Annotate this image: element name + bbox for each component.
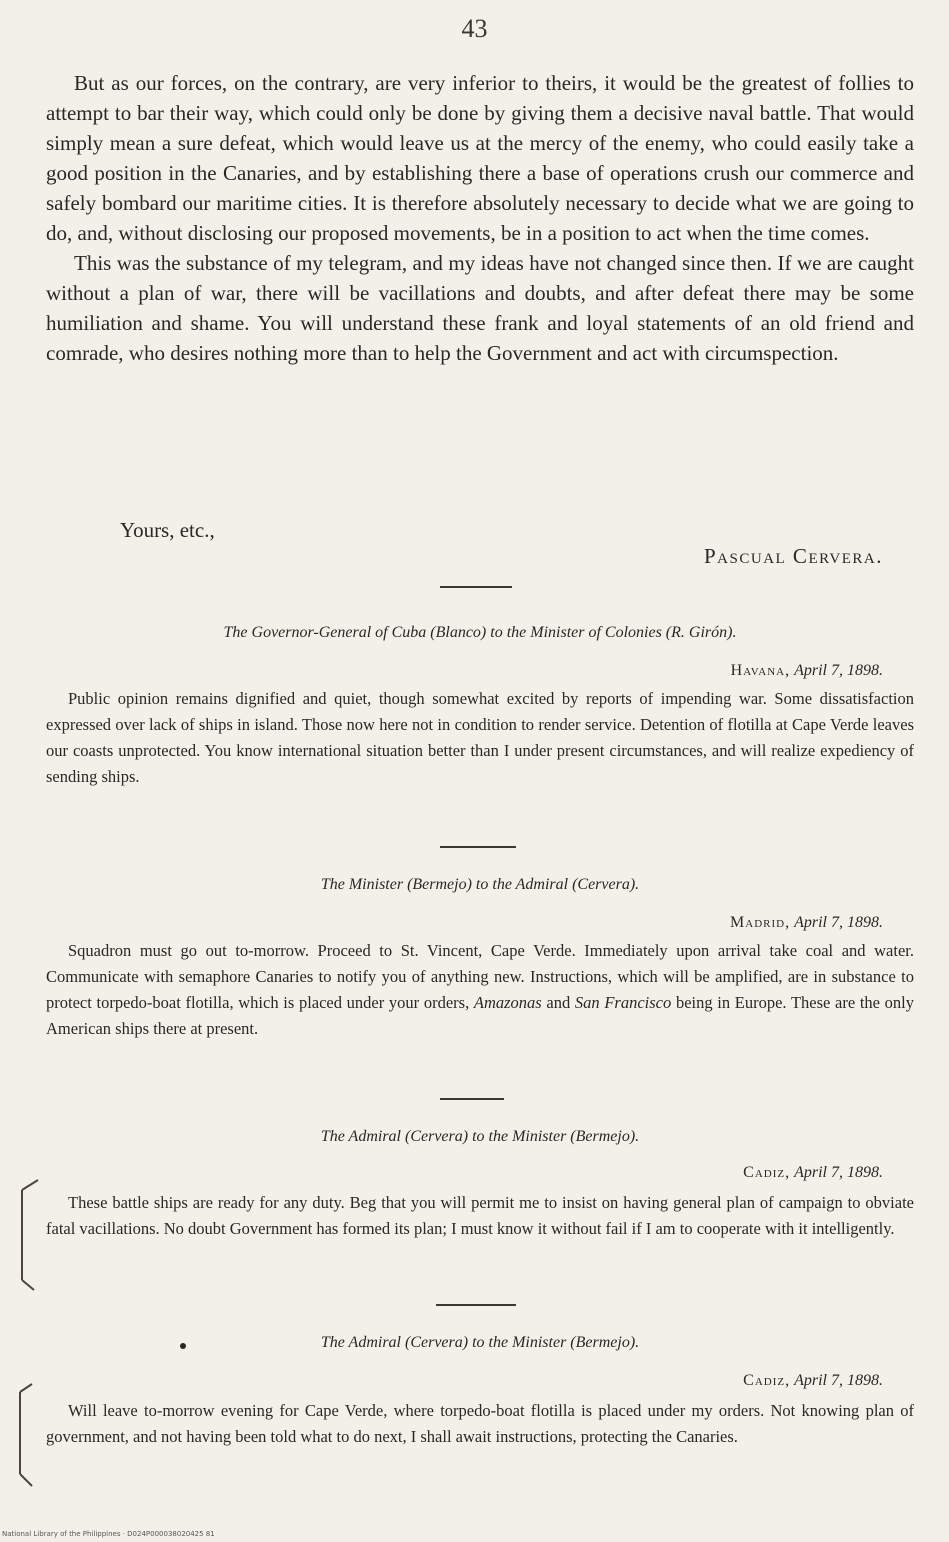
- telegram-body: [46, 686, 914, 790]
- text-run: and: [541, 993, 575, 1012]
- telegram-text: These battle ships are ready for any duty. Beg that you will permit me to insist on having general plan of campaign to obviate fatal vacillations. No doubt Government has formed its plan; I must know it without fail if I am to cooperate with it intelligently.: [46, 1193, 914, 1238]
- telegram-heading: The Governor-General of Cuba (Blanco) to the Minister of Colonies (R. Girón).: [223, 624, 737, 641]
- section-divider: [440, 586, 512, 588]
- section-divider: [436, 1304, 516, 1306]
- telegram-heading: The Admiral (Cervera) to the Minister (Bermejo).: [320, 1128, 640, 1145]
- telegram-dateline: [743, 1164, 883, 1182]
- dateline-date: April 7, 1898.: [794, 914, 883, 931]
- section-divider: [440, 1098, 504, 1100]
- letter-paragraph: But as our forces, on the contrary, are very inferior to theirs, it would be the greatest of follies to attempt to bar their way, which could only be done by giving them a decisive naval battle. That would simply mean a sure defeat, which would leave us at the mercy of the enemy, who could easily take a good position in the Canaries, and by establishing there a base of operations crush our commerce and safely bombard our maritime cities. It is therefore absolutely necessary to decide what we are going to do, and, without disclosing our proposed movements, be in a position to act when the time comes.: [46, 71, 914, 245]
- section-divider: [440, 846, 516, 848]
- dateline-date: April 7, 1898.: [794, 1164, 883, 1181]
- text-run: Squadron must go out to-morrow. Proceed to St. Vincent, Cape Verde. Immediately upon arrival take coal and water. Communicate with semaphore Canaries to notify you of anything new. Instructions, which will be amplified, are in substance to protect torpedo-boat flotilla, which is placed under your orders,: [46, 941, 914, 1012]
- dateline-date: April 7, 1898.: [794, 1372, 883, 1389]
- letter-paragraph: This was the substance of my telegram, and my ideas have not changed since then. If we are caught without a plan of war, there will be vacillations and doubts, and after defeat there may be some humiliation and shame. You will understand these frank and loyal statements of an old friend and comrade, who desires nothing more than to help the Government and act with circumspection.: [46, 251, 914, 365]
- dateline-place: Cadiz,: [743, 1372, 791, 1389]
- footer-credit: National Library of the Philippines · D024P000038020425 81: [2, 1530, 215, 1538]
- telegram-dateline: [730, 914, 883, 932]
- telegram-body: [46, 1398, 914, 1450]
- telegram-body: [46, 1190, 914, 1242]
- ship-name: Amazonas: [473, 993, 542, 1012]
- dateline-place: Cadiz,: [743, 1164, 791, 1181]
- telegram-dateline: [731, 662, 883, 680]
- text-run: being in Europe. These are the only American ships there at present.: [46, 993, 915, 1038]
- telegram-heading: The Minister (Bermejo) to the Admiral (Cervera).: [320, 876, 640, 893]
- letter-signature: Pascual Cervera.: [704, 544, 883, 568]
- telegram-text: Public opinion remains dignified and quiet, though somewhat excited by reports of impending war. Some dissatisfaction expressed over lack of ships in island. Those now here not in condition to render service. Detention of flotilla at Cape Verde leaves our coasts unprotected. You know international situation better than I under present circumstances, and will realize expediency of sending ships.: [46, 689, 914, 786]
- margin-bracket-mark: [6, 1380, 46, 1492]
- dateline-place: Havana,: [730, 662, 791, 679]
- dateline-date: April 7, 1898.: [794, 662, 883, 679]
- telegram-heading: The Admiral (Cervera) to the Minister (Bermejo).: [320, 1334, 640, 1351]
- margin-bracket-mark: [8, 1176, 48, 1296]
- ship-name: San Francisco: [574, 993, 672, 1012]
- telegram-dateline: [743, 1372, 883, 1390]
- letter-closing: Yours, etc.,: [120, 518, 215, 542]
- dateline-place: Madrid,: [730, 914, 791, 931]
- letter-body: [46, 68, 914, 368]
- page-number: 43: [461, 14, 488, 43]
- telegram-text: [46, 938, 914, 1042]
- telegram-body: [46, 938, 914, 1042]
- telegram-text: Will leave to-morrow evening for Cape Verde, where torpedo-boat flotilla is placed under my orders. Not knowing plan of government, and not having been told what to do next, I shall await instructions, protecting the Canaries.: [46, 1401, 914, 1446]
